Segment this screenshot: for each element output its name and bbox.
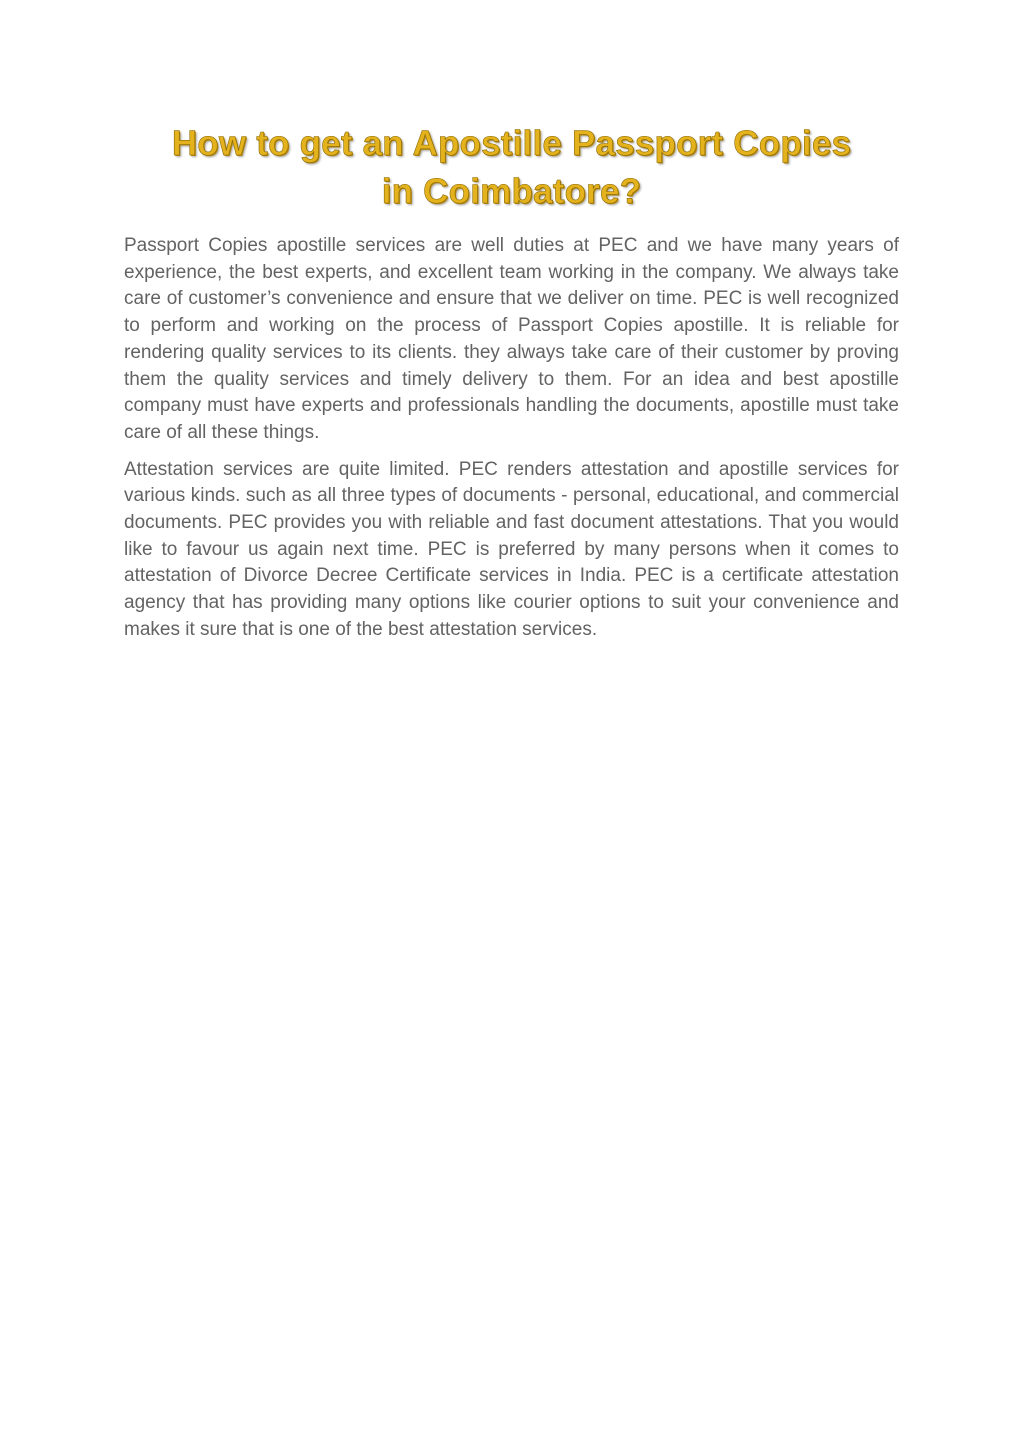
title-line-1: How to get an Apostille Passport Copies — [171, 124, 852, 163]
title-line-2: in Coimbatore? — [381, 172, 642, 211]
paragraph-2: Attestation services are quite limited. PEC renders attestation and apostille services for various kinds. such as all three types of documents - personal, educational, and commercial documents. PEC provides you with reliable and fast document attestations. That you would like to favour us again next time. PEC is preferred by many persons when it comes to attestation of Divorce Decree Certificate services in India. PEC is a certificate attestation agency that has providing many options like courier options to suit your convenience and makes it sure that is one of the best attestation services. — [124, 458, 899, 640]
paragraph-1: Passport Copies apostille services are well duties at PEC and we have many years of experience, the best experts, and excellent team working in the company. We always take care of customer’s convenience and ensure that we deliver on time. PEC is well recognized to perform and working on the process of Passport Copies apostille. It is reliable for rendering quality services to its clients. they always take care of their customer by proving them the quality services and timely delivery to them. For an idea and best apostille company must have experts and professionals handling the documents, apostille must take care of all these things. — [124, 235, 899, 443]
document-page — [124, 120, 899, 654]
document-body — [124, 233, 899, 644]
page-title — [124, 120, 899, 216]
